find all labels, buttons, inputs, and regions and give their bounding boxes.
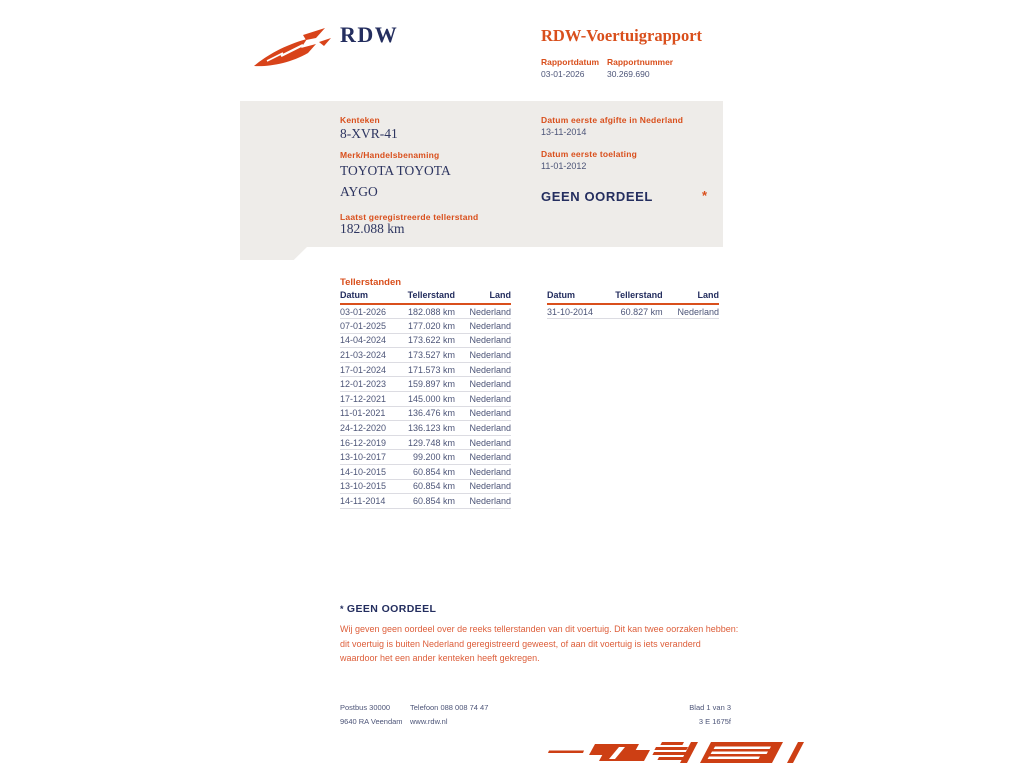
footer-page-number: Blad 1 van 3	[689, 703, 731, 712]
rdw-bird-logo-icon	[253, 25, 335, 70]
table-row	[340, 494, 511, 509]
footnote-text: Wij geven geen oordeel over de reeks tellerstanden van dit voertuig. Dit kan twee oorzaken hebben: dit voertuig is buiten Nederland geregistreerd geweest, of aan dit voertuig is iets veranderd waardoor het een ander kenteken heeft gekregen.	[340, 624, 739, 663]
oordeel-status: GEEN OORDEEL	[541, 189, 653, 204]
odometer-cell: 159.897 km	[401, 377, 455, 392]
rdw-wordmark: RDW	[340, 22, 399, 47]
table-row	[340, 333, 511, 348]
column-header-datum: Datum	[547, 290, 608, 304]
odometer-cell: 60.854 km	[401, 479, 455, 494]
table-row	[340, 348, 511, 363]
country-cell: Nederland	[455, 479, 511, 494]
tellerstanden-table-left	[340, 290, 511, 509]
footnote-asterisk: *	[340, 604, 344, 614]
date-cell: 07-01-2025	[340, 319, 401, 334]
odometer-cell: 60.854 km	[401, 465, 455, 480]
date-cell: 21-03-2024	[340, 348, 401, 363]
country-cell: Nederland	[455, 377, 511, 392]
country-cell: Nederland	[663, 304, 719, 319]
merk-label: Merk/Handelsbenaming	[340, 150, 440, 160]
tellerstand-value: 182.088 km	[340, 221, 405, 236]
footer-address-line1: Postbus 30000	[340, 703, 391, 712]
panel-tail-shape	[240, 246, 308, 260]
tellerstand-label: Laatst geregistreerde tellerstand	[340, 212, 479, 222]
country-cell: Nederland	[455, 450, 511, 465]
odometer-cell: 99.200 km	[401, 450, 455, 465]
eerste-toelating-label: Datum eerste toelating	[541, 149, 638, 159]
report-number-value: 30.269.690	[607, 69, 650, 79]
odometer-cell: 182.088 km	[401, 304, 455, 319]
country-cell: Nederland	[455, 406, 511, 421]
report-number-label: Rapportnummer	[607, 57, 674, 67]
date-cell: 17-12-2021	[340, 392, 401, 407]
table-row	[340, 435, 511, 450]
date-cell: 17-01-2024	[340, 362, 401, 377]
footer-address	[340, 701, 403, 729]
date-cell: 13-10-2017	[340, 450, 401, 465]
table-header-row	[340, 290, 511, 304]
eerste-toelating-value: 11-01-2012	[541, 161, 587, 171]
page-title: RDW-Voertuigrapport	[541, 26, 703, 45]
table-row	[340, 304, 511, 319]
odometer-cell: 136.123 km	[401, 421, 455, 436]
footer-form-code: 3 E 1675f	[698, 717, 731, 726]
oordeel-asterisk: *	[702, 188, 708, 203]
column-header-datum: Datum	[340, 290, 401, 304]
date-cell: 14-10-2015	[340, 465, 401, 480]
report-date-label: Rapportdatum	[541, 57, 600, 67]
odometer-cell: 177.020 km	[401, 319, 455, 334]
footer-address-line2: 9640 RA Veendam	[340, 717, 403, 726]
date-cell: 14-11-2014	[340, 494, 401, 509]
country-cell: Nederland	[455, 319, 511, 334]
country-cell: Nederland	[455, 348, 511, 363]
footer-page-info	[640, 701, 731, 729]
odometer-cell: 145.000 km	[401, 392, 455, 407]
eerste-afgifte-label: Datum eerste afgifte in Nederland	[541, 115, 684, 125]
table-row	[340, 392, 511, 407]
tellerstanden-title: Tellerstanden	[340, 277, 402, 288]
footnote-heading	[340, 603, 740, 615]
table-row	[340, 450, 511, 465]
date-cell: 11-01-2021	[340, 406, 401, 421]
footnote-section	[340, 603, 740, 666]
country-cell: Nederland	[455, 392, 511, 407]
date-cell: 16-12-2019	[340, 435, 401, 450]
tellerstanden-table-right	[547, 290, 719, 319]
country-cell: Nederland	[455, 435, 511, 450]
date-cell: 31-10-2014	[547, 304, 608, 319]
eerste-afgifte-value: 13-11-2014	[541, 127, 587, 137]
column-header-land: Land	[663, 290, 719, 304]
date-cell: 03-01-2026	[340, 304, 401, 319]
date-cell: 12-01-2023	[340, 377, 401, 392]
footer-contact	[410, 701, 488, 729]
odometer-cell: 129.748 km	[401, 435, 455, 450]
date-cell: 24-12-2020	[340, 421, 401, 436]
table-row	[547, 304, 719, 319]
odometer-cell: 60.854 km	[401, 494, 455, 509]
country-cell: Nederland	[455, 465, 511, 480]
odometer-cell: 60.827 km	[608, 304, 662, 319]
country-cell: Nederland	[455, 421, 511, 436]
table-row	[340, 479, 511, 494]
column-header-tellerstand: Tellerstand	[608, 290, 662, 304]
column-header-tellerstand: Tellerstand	[401, 290, 455, 304]
country-cell: Nederland	[455, 362, 511, 377]
merk-value: TOYOTA TOYOTA AYGO	[340, 163, 450, 199]
table-row	[340, 406, 511, 421]
vehicle-summary-panel	[240, 101, 723, 247]
table-row	[340, 421, 511, 436]
country-cell: Nederland	[455, 304, 511, 319]
country-cell: Nederland	[455, 333, 511, 348]
country-cell: Nederland	[455, 494, 511, 509]
kenteken-label: Kenteken	[340, 115, 380, 125]
column-header-land: Land	[455, 290, 511, 304]
footer-website: www.rdw.nl	[410, 717, 448, 726]
table-header-row	[547, 290, 719, 304]
date-cell: 13-10-2015	[340, 479, 401, 494]
table-row	[340, 319, 511, 334]
date-cell: 14-04-2024	[340, 333, 401, 348]
table-row	[340, 377, 511, 392]
odometer-cell: 173.527 km	[401, 348, 455, 363]
odometer-cell: 171.573 km	[401, 362, 455, 377]
odometer-cell: 136.476 km	[401, 406, 455, 421]
report-date-value: 03-01-2026	[541, 69, 585, 79]
odometer-cell: 173.622 km	[401, 333, 455, 348]
footnote-title: GEEN OORDEEL	[346, 603, 437, 615]
kenteken-value: 8-XVR-41	[340, 126, 398, 141]
table-row	[340, 465, 511, 480]
footer-phone: Telefoon 088 008 74 47	[410, 703, 489, 712]
table-row	[340, 362, 511, 377]
rdw-wing-graphic-icon	[545, 739, 805, 768]
